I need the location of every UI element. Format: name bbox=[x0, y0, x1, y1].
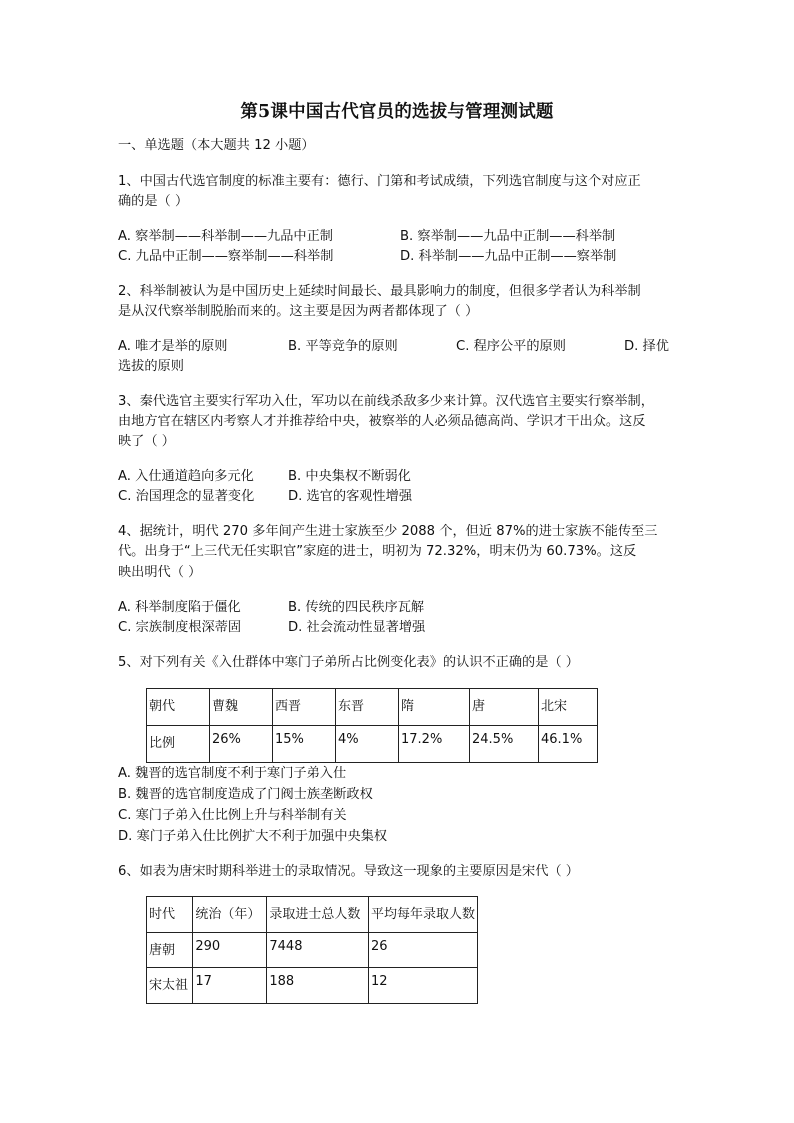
table-cell: 平均每年录取人数 bbox=[368, 897, 477, 933]
q3-option-a: A. 入仕通道趋向多元化 bbox=[118, 469, 254, 484]
table-cell: 26 bbox=[368, 933, 477, 968]
table-cell: 4% bbox=[336, 726, 399, 763]
q1-stem-line: 确的是（ ） bbox=[118, 194, 189, 209]
q2-stem-line: 2、科举制被认为是中国历史上延续时间最长、最具影响力的制度，但很多学者认为科举制 bbox=[118, 284, 641, 299]
table-cell: 24.5% bbox=[470, 726, 539, 763]
q5-ratio-table bbox=[146, 688, 598, 763]
table-cell: 统治（年） bbox=[193, 897, 267, 933]
q4-option-d: D. 社会流动性显著增强 bbox=[288, 620, 426, 635]
q1-option-d: D. 科举制——九品中正制——察举制 bbox=[400, 249, 617, 264]
table-cell: 隋 bbox=[399, 689, 470, 726]
q3-stem-line: 3、秦代选官主要实行军功入仕，军功以在前线杀敌多少来计算。汉代选官主要实行察举制， bbox=[118, 394, 654, 409]
table-cell: 12 bbox=[368, 968, 477, 1004]
q2-option-d-cont: 选拔的原则 bbox=[118, 359, 184, 374]
q2-option-b: B. 平等竞争的原则 bbox=[288, 339, 398, 354]
q5-option-c: C. 寒门子弟入仕比例上升与科举制有关 bbox=[118, 808, 347, 823]
q2-option-d: D. 择优 bbox=[624, 339, 669, 354]
section-header: 一、单选题（本大题共 12 小题） bbox=[118, 138, 315, 153]
table-cell: 西晋 bbox=[273, 689, 336, 726]
q2-stem-line: 是从汉代察举制脱胎而来的。这主要是因为两者都体现了（ ） bbox=[118, 304, 479, 319]
table-cell: 46.1% bbox=[539, 726, 598, 763]
q4-option-b: B. 传统的四民秩序瓦解 bbox=[288, 600, 425, 615]
q4-option-a: A. 科举制度陷于僵化 bbox=[118, 600, 241, 615]
table-cell: 188 bbox=[267, 968, 369, 1004]
q1-stem-line: 1、中国古代选官制度的标准主要有：德行、门第和考试成绩，下列选官制度与这个对应正 bbox=[118, 174, 641, 189]
table-cell: 唐朝 bbox=[147, 933, 193, 968]
q1-option-c: C. 九品中正制——察举制——科举制 bbox=[118, 249, 334, 264]
q2-option-c: C. 程序公平的原则 bbox=[456, 339, 566, 354]
table-row bbox=[147, 689, 598, 726]
q3-option-d: D. 选官的客观性增强 bbox=[288, 489, 413, 504]
q3-option-b: B. 中央集权不断弱化 bbox=[288, 469, 411, 484]
q5-stem: 5、对下列有关《入仕群体中寒门子弟所占比例变化表》的认识不正确的是（ ） bbox=[118, 655, 579, 670]
q5-option-b: B. 魏晋的选官制度造成了门阀士族垄断政权 bbox=[118, 787, 373, 802]
q4-stem-line: 代。出身于“上三代无任实职官”家庭的进士，明初为 72.32%，明末仍为 60.73%。这反 bbox=[118, 544, 637, 559]
table-cell: 15% bbox=[273, 726, 336, 763]
q2-option-a: A. 唯才是举的原则 bbox=[118, 339, 228, 354]
q3-stem-line: 映了（ ） bbox=[118, 434, 175, 449]
q1-option-b: B. 察举制——九品中正制——科举制 bbox=[400, 229, 616, 244]
table-cell: 宋太祖 bbox=[147, 968, 193, 1004]
q4-option-c: C. 宗族制度根深蒂固 bbox=[118, 620, 242, 635]
table-cell: 时代 bbox=[147, 897, 193, 933]
table-cell: 曹魏 bbox=[210, 689, 273, 726]
table-cell: 比例 bbox=[147, 726, 210, 763]
table-cell: 唐 bbox=[470, 689, 539, 726]
table-row bbox=[147, 897, 478, 933]
table-cell: 290 bbox=[193, 933, 267, 968]
table-cell: 17 bbox=[193, 968, 267, 1004]
table-cell: 北宋 bbox=[539, 689, 598, 726]
table-cell: 朝代 bbox=[147, 689, 210, 726]
table-row bbox=[147, 968, 478, 1004]
table-cell: 7448 bbox=[267, 933, 369, 968]
q4-stem-line: 映出明代（ ） bbox=[118, 565, 202, 580]
table-cell: 东晋 bbox=[336, 689, 399, 726]
q6-stem: 6、如表为唐宋时期科举进士的录取情况。导致这一现象的主要原因是宋代（ ） bbox=[118, 864, 579, 879]
table-row bbox=[147, 933, 478, 968]
q4-stem-line: 4、据统计，明代 270 多年间产生进士家族至少 2088 个，但近 87%的进士家族不能传至三 bbox=[118, 524, 658, 539]
q5-option-a: A. 魏晋的选官制度不利于寒门子弟入仕 bbox=[118, 766, 347, 781]
q1-option-a: A. 察举制——科举制——九品中正制 bbox=[118, 229, 333, 244]
q6-admission-table bbox=[146, 896, 478, 1004]
q3-option-c: C. 治国理念的显著变化 bbox=[118, 489, 255, 504]
table-row bbox=[147, 726, 598, 763]
page-title: 第5课中国古代官员的选拔与管理测试题 bbox=[240, 102, 554, 122]
table-cell: 26% bbox=[210, 726, 273, 763]
q5-option-d: D. 寒门子弟入仕比例扩大不利于加强中央集权 bbox=[118, 829, 388, 844]
q3-stem-line: 由地方官在辖区内考察人才并推荐给中央，被察举的人必须品德高尚、学识才干出众。这反 bbox=[118, 414, 646, 429]
table-cell: 录取进士总人数 bbox=[267, 897, 369, 933]
table-cell: 17.2% bbox=[399, 726, 470, 763]
